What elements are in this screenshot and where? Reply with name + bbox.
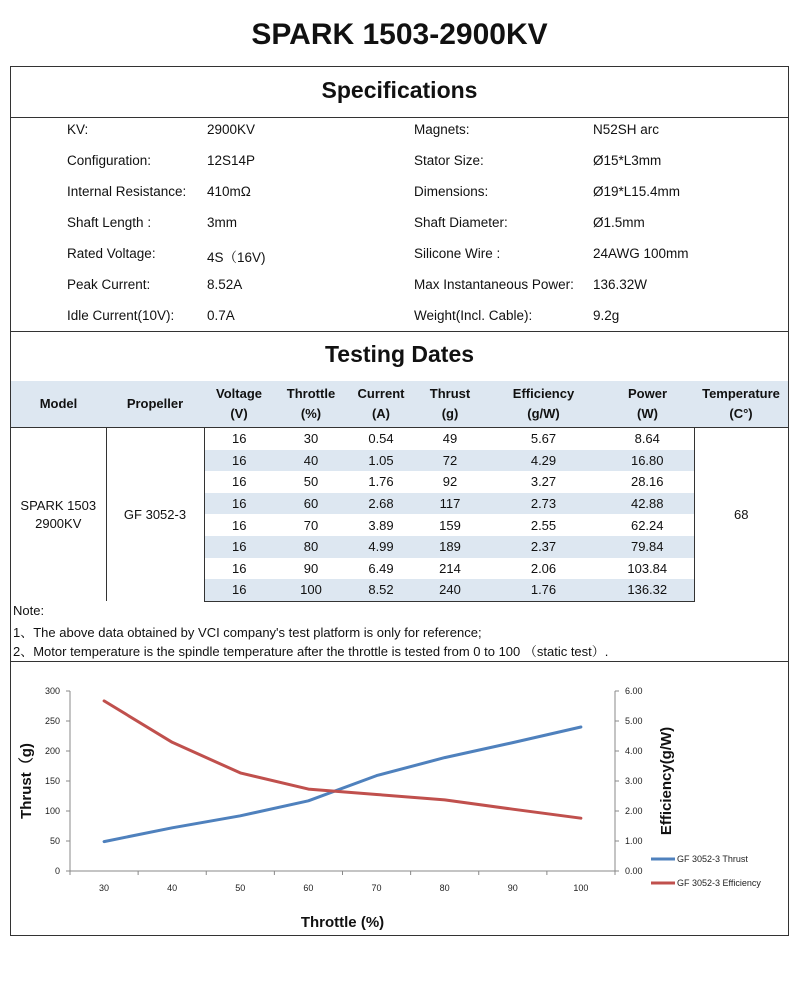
table-cell: 50 bbox=[303, 474, 319, 490]
legend-entry: GF 3052-3 Thrust bbox=[677, 854, 748, 864]
table-cell: 40 bbox=[274, 450, 348, 472]
specifications-heading: Specifications bbox=[321, 77, 478, 103]
data-point-efficiency bbox=[307, 788, 309, 790]
table-cell: 117 bbox=[414, 493, 486, 515]
spec-value: Ø19*L15.4mm bbox=[593, 184, 681, 199]
table-cell: 16 bbox=[204, 536, 274, 558]
table-cell: 1.76 bbox=[486, 579, 601, 601]
table-cell: 4.29 bbox=[486, 450, 601, 472]
spec-value: 24AWG 100mm bbox=[593, 246, 689, 261]
divider bbox=[11, 661, 788, 662]
column-header: Propeller bbox=[106, 381, 204, 428]
spec-label: Configuration: bbox=[67, 153, 152, 168]
column-header: Model bbox=[11, 381, 106, 428]
y-right-tick-label: 6.00 bbox=[625, 686, 643, 696]
divider bbox=[11, 331, 788, 332]
spec-label: Internal Resistance: bbox=[67, 184, 187, 199]
table-cell: 90 bbox=[303, 560, 319, 576]
y-right-tick-label: 4.00 bbox=[625, 746, 643, 756]
table-cell: 49 bbox=[442, 431, 458, 447]
table-cell: 103.84 bbox=[627, 560, 668, 576]
y-right-tick-label: 2.00 bbox=[625, 806, 643, 816]
x-tick-label: 100 bbox=[573, 883, 589, 893]
data-point-efficiency bbox=[580, 817, 582, 819]
data-point-efficiency bbox=[512, 808, 514, 810]
legend-entry: GF 3052-3 Efficiency bbox=[677, 878, 761, 888]
note-heading: Note: bbox=[13, 603, 45, 618]
table-cell: 16 bbox=[232, 431, 247, 447]
data-point-thrust bbox=[239, 815, 241, 817]
x-tick-label: 90 bbox=[507, 883, 518, 893]
table-cell: 3.89 bbox=[368, 517, 394, 533]
spec-label: Max Instantaneous Power: bbox=[414, 277, 574, 292]
column-header: Temperature (C°) bbox=[694, 381, 788, 428]
note-line: 1、The above data obtained by VCI company's test platform is only for reference; bbox=[13, 625, 482, 640]
spec-label: Weight(Incl. Cable): bbox=[414, 308, 533, 323]
table-cell: 92 bbox=[442, 474, 458, 490]
data-point-efficiency bbox=[375, 793, 377, 795]
data-point-efficiency bbox=[443, 799, 445, 801]
table-cell: 16 bbox=[204, 579, 274, 601]
table-cell: 62.24 bbox=[630, 517, 664, 533]
table-cell: 1.76 bbox=[368, 474, 394, 490]
table-cell: 214 bbox=[439, 560, 461, 576]
spec-value: 4S（16V) bbox=[207, 250, 266, 265]
data-point-efficiency bbox=[239, 772, 241, 774]
table-cell: 80 bbox=[274, 536, 348, 558]
table-cell: 30 bbox=[303, 431, 319, 447]
column-header: Throttle (%) bbox=[274, 381, 348, 428]
propeller-cell: GF 3052-3 bbox=[106, 428, 204, 602]
spec-label: Rated Voltage: bbox=[67, 246, 156, 261]
table-cell: 28.16 bbox=[630, 474, 664, 490]
table-cell: 159 bbox=[439, 517, 461, 533]
temperature-cell: 68 bbox=[694, 428, 788, 602]
table-cell: 100 bbox=[274, 579, 348, 601]
column-header: Efficiency (g/W) bbox=[486, 381, 601, 428]
x-tick-label: 30 bbox=[99, 883, 110, 893]
divider bbox=[11, 117, 788, 118]
table-cell: 16 bbox=[204, 493, 274, 515]
spec-label: Stator Size: bbox=[414, 153, 484, 168]
table-cell: 1.05 bbox=[348, 450, 414, 472]
spec-label: Silicone Wire : bbox=[414, 246, 501, 261]
x-axis-label: Throttle (%) bbox=[300, 914, 385, 931]
model-cell: SPARK 1503 2900KV bbox=[11, 428, 106, 602]
column-header: Voltage (V) bbox=[204, 381, 274, 428]
spec-label: KV: bbox=[67, 122, 89, 137]
table-cell: 136.32 bbox=[601, 579, 694, 601]
table-cell: 4.99 bbox=[348, 536, 414, 558]
y-right-tick-label: 5.00 bbox=[625, 716, 643, 726]
spec-value: 12S14P bbox=[207, 153, 256, 168]
table-cell: 79.84 bbox=[601, 536, 694, 558]
spec-value: 8.52A bbox=[207, 277, 243, 292]
table-cell: 2.06 bbox=[530, 560, 557, 576]
spec-value: Ø1.5mm bbox=[593, 215, 645, 230]
y-right-tick-label: 1.00 bbox=[625, 836, 643, 846]
data-point-efficiency bbox=[171, 741, 173, 743]
page-title: SPARK 1503-2900KV bbox=[251, 18, 548, 51]
table-header-row bbox=[11, 381, 788, 428]
data-point-efficiency bbox=[103, 700, 105, 702]
y-right-axis-label: Efficiency(g/W) bbox=[658, 726, 675, 836]
table-cell: 2.73 bbox=[486, 493, 601, 515]
table-cell: 2.68 bbox=[348, 493, 414, 515]
table-cell: 6.49 bbox=[368, 560, 394, 576]
data-point-thrust bbox=[580, 726, 582, 728]
table-cell: 0.54 bbox=[368, 431, 394, 447]
table-cell: 5.67 bbox=[530, 431, 557, 447]
spec-value: N52SH arc bbox=[593, 122, 660, 137]
table-cell: 2.37 bbox=[486, 536, 601, 558]
y-tick-label: 200 bbox=[44, 746, 60, 756]
table-cell: 72 bbox=[414, 450, 486, 472]
spec-value: 0.7A bbox=[207, 308, 235, 323]
spec-label: Shaft Diameter: bbox=[414, 215, 508, 230]
column-header: Power (W) bbox=[601, 381, 694, 428]
table-cell: 8.52 bbox=[348, 579, 414, 601]
data-point-thrust bbox=[443, 756, 445, 758]
y-tick-label: 300 bbox=[44, 686, 60, 696]
x-tick-label: 70 bbox=[371, 883, 382, 893]
table-cell: 60 bbox=[274, 493, 348, 515]
x-tick-label: 40 bbox=[167, 883, 178, 893]
spec-value: 3mm bbox=[207, 215, 237, 230]
spec-value: 9.2g bbox=[593, 308, 620, 323]
y-tick-label: 50 bbox=[49, 836, 60, 846]
note-line: 2、Motor temperature is the spindle temperature after the throttle is tested from 0 to 100 （static test）. bbox=[13, 644, 609, 659]
testing-heading: Testing Dates bbox=[324, 341, 475, 367]
column-header: Current (A) bbox=[348, 381, 414, 428]
data-point-thrust bbox=[512, 741, 514, 743]
table-cell: 16 bbox=[232, 560, 247, 576]
spec-sheet bbox=[10, 66, 789, 936]
spec-label: Peak Current: bbox=[67, 277, 151, 292]
data-point-thrust bbox=[171, 827, 173, 829]
table-row bbox=[11, 428, 788, 450]
spec-label: Idle Current(10V): bbox=[67, 308, 175, 323]
spec-value: 136.32W bbox=[593, 277, 648, 292]
testing-table bbox=[11, 381, 788, 602]
y-right-tick-label: 0.00 bbox=[625, 866, 643, 876]
table-cell: 8.64 bbox=[634, 431, 660, 447]
table-cell: 16 bbox=[232, 474, 247, 490]
table-cell: 16 bbox=[232, 517, 247, 533]
table-cell: 42.88 bbox=[601, 493, 694, 515]
spec-label: Dimensions: bbox=[414, 184, 489, 199]
spec-value: 2900KV bbox=[207, 122, 256, 137]
data-point-thrust bbox=[103, 840, 105, 842]
table-cell: 2.55 bbox=[530, 517, 557, 533]
y-tick-label: 250 bbox=[44, 716, 60, 726]
table-cell: 240 bbox=[414, 579, 486, 601]
x-tick-label: 80 bbox=[439, 883, 450, 893]
table-cell: 16 bbox=[204, 450, 274, 472]
series-line-efficiency bbox=[104, 701, 581, 818]
x-tick-label: 60 bbox=[303, 883, 314, 893]
table-cell: 189 bbox=[414, 536, 486, 558]
column-header: Thrust (g) bbox=[414, 381, 486, 428]
table-cell: 70 bbox=[303, 517, 319, 533]
data-point-thrust bbox=[307, 800, 309, 802]
spec-value: 410mΩ bbox=[207, 184, 251, 199]
x-tick-label: 50 bbox=[235, 883, 246, 893]
y-tick-label: 100 bbox=[44, 806, 60, 816]
y-right-tick-label: 3.00 bbox=[625, 776, 643, 786]
table-cell: 16.80 bbox=[601, 450, 694, 472]
spec-label: Magnets: bbox=[414, 122, 470, 137]
spec-label: Shaft Length : bbox=[67, 215, 152, 230]
y-axis-label: Thrust（g) bbox=[18, 743, 35, 819]
thrust-efficiency-chart bbox=[11, 663, 788, 935]
y-tick-label: 150 bbox=[44, 776, 60, 786]
data-point-thrust bbox=[375, 774, 377, 776]
spec-value: Ø15*L3mm bbox=[593, 153, 662, 168]
table-cell: 3.27 bbox=[530, 474, 557, 490]
y-tick-label: 0 bbox=[54, 866, 60, 876]
